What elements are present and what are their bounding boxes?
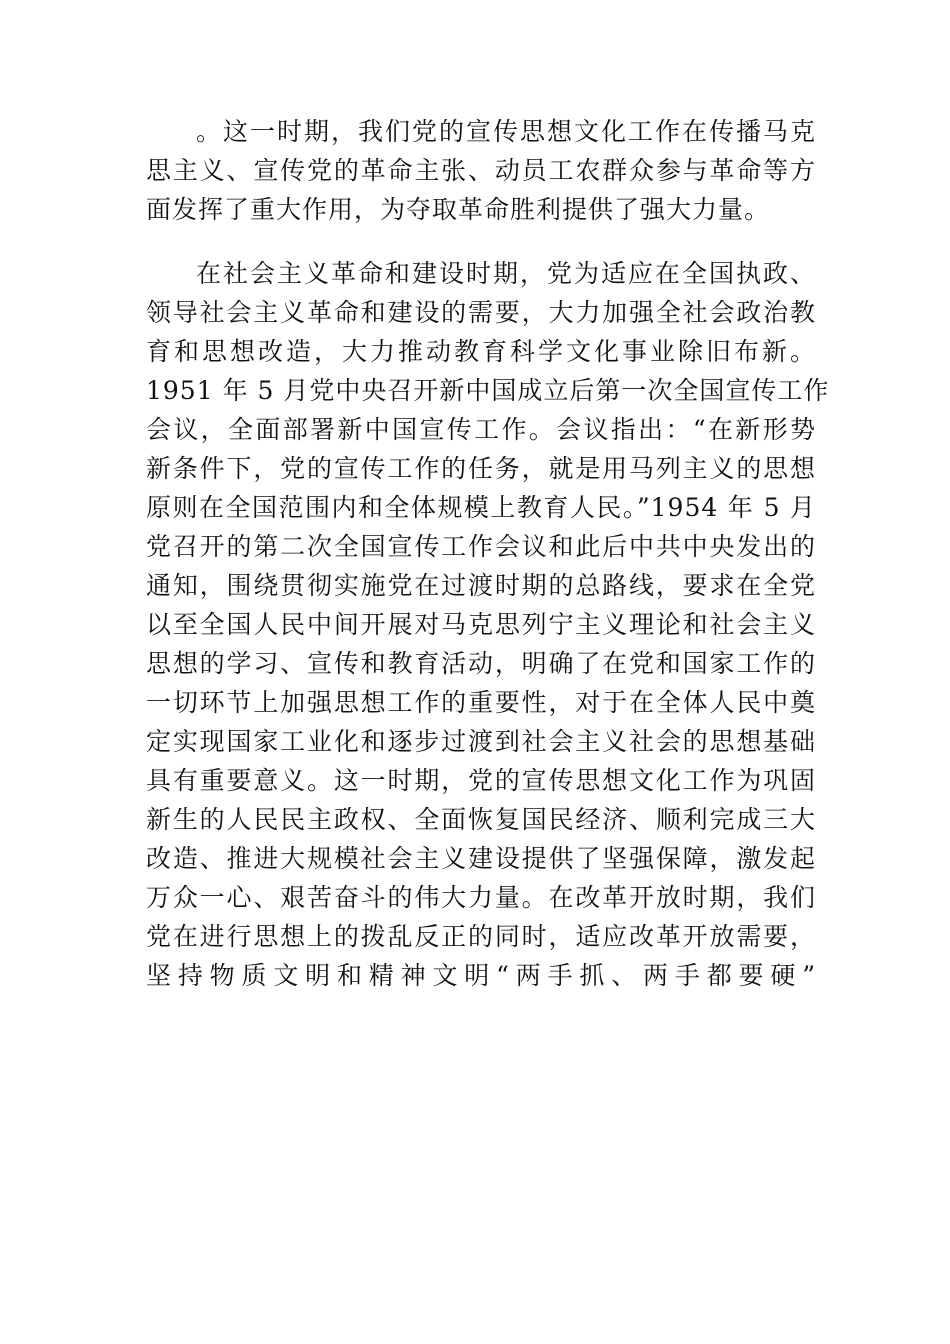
paragraph-line: 具有重要意义。这一时期，党的宣传思想文化工作为巩固 [146,766,816,795]
paragraph-2 [146,254,830,1073]
paragraph-line: 党召开的第二次全国宣传工作会议和此后中共中央发出的 [146,532,816,561]
paragraph-line: 一切环节上加强思想工作的重要性，对于在全体人民中奠 [146,688,816,717]
paragraph-line: 在社会主义革命和建设时期，党为适应在全国执政、 [196,259,816,288]
paragraph-line: 领导社会主义革命和建设的需要，大力加强全社会政治教 [146,298,816,327]
paragraph-line: 1951 年 5 月党中央召开新中国成立后第一次全国宣传工作 [146,376,830,405]
paragraph-line: 思主义、宣传党的革命主张、动员工农群众参与革命等方 [146,156,816,185]
paragraph-line [146,1034,816,1073]
paragraph-line: 定实现国家工业化和逐步过渡到社会主义社会的思想基础 [146,727,816,756]
paragraph-line: 通知，围绕贯彻实施党在过渡时期的总路线，要求在全党 [146,571,816,600]
paragraph-line: 改造、推进大规模社会主义建设提供了坚强保障，激发起 [146,844,816,873]
paragraph-line: 新条件下，党的宣传工作的任务，就是用马列主义的思想 [146,454,816,483]
paragraph-line: 原则在全国范围内和全体规模上教育人民。”1954 年 5 月 [146,493,816,522]
paragraph-line: 育和思想改造，大力推动教育科学文化事业除旧布新。 [146,337,816,366]
paragraph-line: 新生的人民民主政权、全面恢复国民经济、顺利完成三大 [146,805,816,834]
paragraph-line: 面发挥了重大作用，为夺取革命胜利提供了强大力量。 [146,195,771,224]
paragraph-line: 思想的学习、宣传和教育活动，明确了在党和国家工作的 [146,649,816,678]
paragraph-line: 会议，全面部署新中国宣传工作。会议指出：“在新形势 [146,415,816,444]
paragraph-line [146,995,816,1034]
paragraph-line: 坚持物质文明和精神文明“两手抓、两手都要硬” [146,961,816,990]
paragraph-line: 党在进行思想上的拨乱反正的同时，适应改革开放需要， [146,922,816,951]
paragraph-line: 以至全国人民中间开展对马克思列宁主义理论和社会主义 [146,610,816,639]
paragraph-line: 。这一时期，我们党的宣传思想文化工作在传播马克 [196,117,816,146]
paragraph-1 [146,112,816,229]
paragraph-line: 万众一心、艰苦奋斗的伟大力量。在改革开放时期，我们 [146,883,816,912]
